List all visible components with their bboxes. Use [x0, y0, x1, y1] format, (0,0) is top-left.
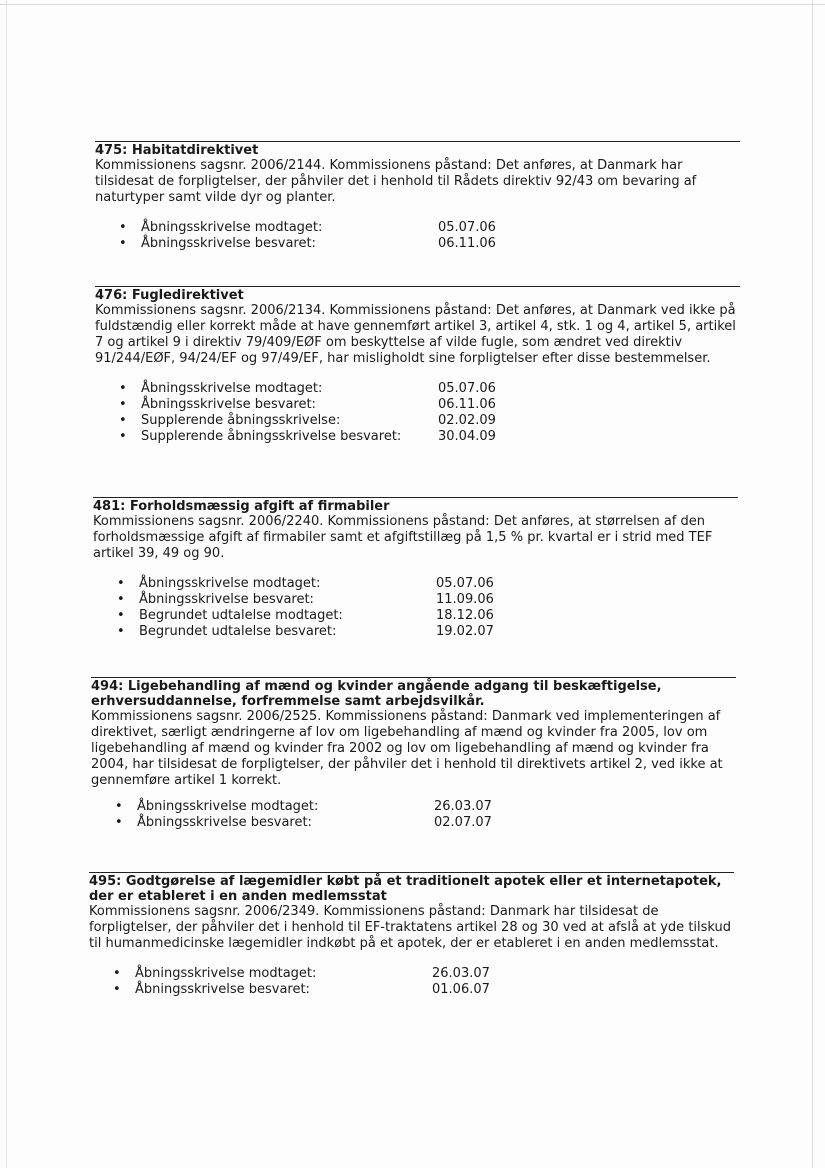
- list-item: [119, 429, 740, 445]
- section-rule: [95, 286, 740, 287]
- list-item: [117, 608, 738, 624]
- item-label: Åbningsskrivelse besvaret:: [135, 982, 310, 997]
- bullet-icon: •: [119, 429, 127, 444]
- item-date: 19.02.07: [436, 624, 494, 639]
- case-description: Kommissionens sagsnr. 2006/2134. Kommissionens påstand: Det anføres, at Danmark ved ikke på fuldstændig eller korrekt måde at have gennemført artikel 3, artikel 4, stk. 1 og 4, artikel 5, artikel 7 og artikel 9 i direktiv 79/409/EØF om beskyttelse af vilde fugle, som ændret ved direktiv 91/244/EØF, 94/24/EF og 97/49/EF, har misligholdt sine forpligtelser efter disse bestemmelser.: [95, 303, 736, 366]
- case-description: Kommissionens sagsnr. 2006/2525. Kommissionens påstand: Danmark ved implementeringen af direktivet, særligt ændringerne af lov om ligebehandling af mænd og kvinder fra 2005, lov om ligebehandling af mænd og kvinder fra 2002 og lov om ligebehandling af mænd og kvinder fra 2004, har tilsidesat de forpligtelser, der påhviler det i henhold til direktivets artikel 2, ved ikke at gennemføre artikel 1 korrekt.: [91, 709, 723, 788]
- item-date: 02.02.09: [438, 413, 496, 428]
- bullet-icon: •: [115, 799, 123, 814]
- item-label: Åbningsskrivelse modtaget:: [139, 576, 321, 591]
- list-item: [113, 982, 734, 998]
- scan-right-edge: [812, 0, 813, 1168]
- item-label: Åbningsskrivelse besvaret:: [137, 815, 312, 830]
- list-item: [117, 624, 738, 640]
- list-item: [119, 413, 740, 429]
- item-date: 01.06.07: [432, 982, 490, 997]
- item-date: 26.03.07: [432, 966, 490, 981]
- correspondence-list: [93, 576, 738, 640]
- case-476: [95, 286, 740, 445]
- section-rule: [89, 872, 734, 873]
- item-date: 05.07.06: [436, 576, 494, 591]
- item-date: 26.03.07: [434, 799, 492, 814]
- item-label: Åbningsskrivelse modtaget:: [141, 381, 323, 396]
- item-label: Åbningsskrivelse besvaret:: [141, 236, 316, 251]
- case-title: 475: Habitatdirektivet: [95, 143, 259, 158]
- list-item: [117, 576, 738, 592]
- bullet-icon: •: [117, 576, 125, 591]
- bullet-icon: •: [119, 220, 127, 235]
- item-label: Begrundet udtalelse besvaret:: [139, 624, 337, 639]
- section-rule: [95, 141, 740, 142]
- case-title: 481: Forholdsmæssig afgift af firmabiler: [93, 499, 390, 514]
- bullet-icon: •: [115, 815, 123, 830]
- item-date: 06.11.06: [438, 236, 496, 251]
- item-label: Åbningsskrivelse besvaret:: [141, 397, 316, 412]
- bullet-icon: •: [117, 608, 125, 623]
- case-481: [93, 497, 738, 640]
- case-475: [95, 141, 740, 252]
- item-label: Åbningsskrivelse modtaget:: [141, 220, 323, 235]
- bullet-icon: •: [113, 966, 121, 981]
- bullet-icon: •: [119, 397, 127, 412]
- scan-top-edge: [0, 4, 825, 5]
- item-date: 11.09.06: [436, 592, 494, 607]
- case-title: 495: Godtgørelse af lægemidler købt på et traditionelt apotek eller et internetapotek, der er etableret i en anden medlemsstat: [89, 874, 722, 904]
- bullet-icon: •: [117, 592, 125, 607]
- bullet-icon: •: [119, 381, 127, 396]
- item-label: Supplerende åbningsskrivelse besvaret:: [141, 429, 402, 444]
- list-item: [119, 381, 740, 397]
- bullet-icon: •: [119, 236, 127, 251]
- item-label: Åbningsskrivelse besvaret:: [139, 592, 314, 607]
- item-label: Supplerende åbningsskrivelse:: [141, 413, 341, 428]
- bullet-icon: •: [113, 982, 121, 997]
- item-date: 05.07.06: [438, 220, 496, 235]
- case-description: Kommissionens sagsnr. 2006/2240. Kommissionens påstand: Det anføres, at størrelsen af den forholdsmæssige afgift af firmabiler samt et afgiftstillæg på 1,5 % pr. kvartal er i strid med TEF artikel 39, 49 og 90.: [93, 514, 713, 561]
- section-rule: [93, 497, 738, 498]
- list-item: [119, 236, 740, 252]
- case-494: [91, 677, 736, 831]
- case-description: Kommissionens sagsnr. 2006/2144. Kommissionens påstand: Det anføres, at Danmark har tilsidesat de forpligtelser, der påhviler det i henhold til Rådets direktiv 92/43 om bevaring af naturtyper samt vilde dyr og planter.: [95, 158, 697, 205]
- correspondence-list: [95, 381, 740, 445]
- scan-left-edge: [6, 0, 7, 1168]
- list-item: [117, 592, 738, 608]
- item-date: 30.04.09: [438, 429, 496, 444]
- list-item: [115, 815, 736, 831]
- section-rule: [91, 677, 736, 678]
- correspondence-list: [91, 799, 736, 831]
- list-item: [115, 799, 736, 815]
- item-date: 05.07.06: [438, 381, 496, 396]
- item-date: 02.07.07: [434, 815, 492, 830]
- item-label: Åbningsskrivelse modtaget:: [135, 966, 317, 981]
- list-item: [119, 220, 740, 236]
- item-date: 18.12.06: [436, 608, 494, 623]
- list-item: [119, 397, 740, 413]
- correspondence-list: [89, 966, 734, 998]
- item-date: 06.11.06: [438, 397, 496, 412]
- bullet-icon: •: [117, 624, 125, 639]
- case-495: [89, 872, 734, 998]
- bullet-icon: •: [119, 413, 127, 428]
- case-title: 494: Ligebehandling af mænd og kvinder angående adgang til beskæftigelse, erhversuddannelse, forfremmelse samt arbejdsvilkår.: [91, 679, 662, 709]
- item-label: Begrundet udtalelse modtaget:: [139, 608, 343, 623]
- case-description: Kommissionens sagsnr. 2006/2349. Kommissionens påstand: Danmark har tilsidesat de forpligtelser, der påhviler det i henhold til EF-traktatens artikel 28 og 30 ved at afslå at yde tilskud til humanmedicinske lægemidler indkøbt på et apotek, der er etableret i en anden medlemsstat.: [89, 904, 732, 951]
- list-item: [113, 966, 734, 982]
- case-title: 476: Fugledirektivet: [95, 288, 244, 303]
- correspondence-list: [95, 220, 740, 252]
- item-label: Åbningsskrivelse modtaget:: [137, 799, 319, 814]
